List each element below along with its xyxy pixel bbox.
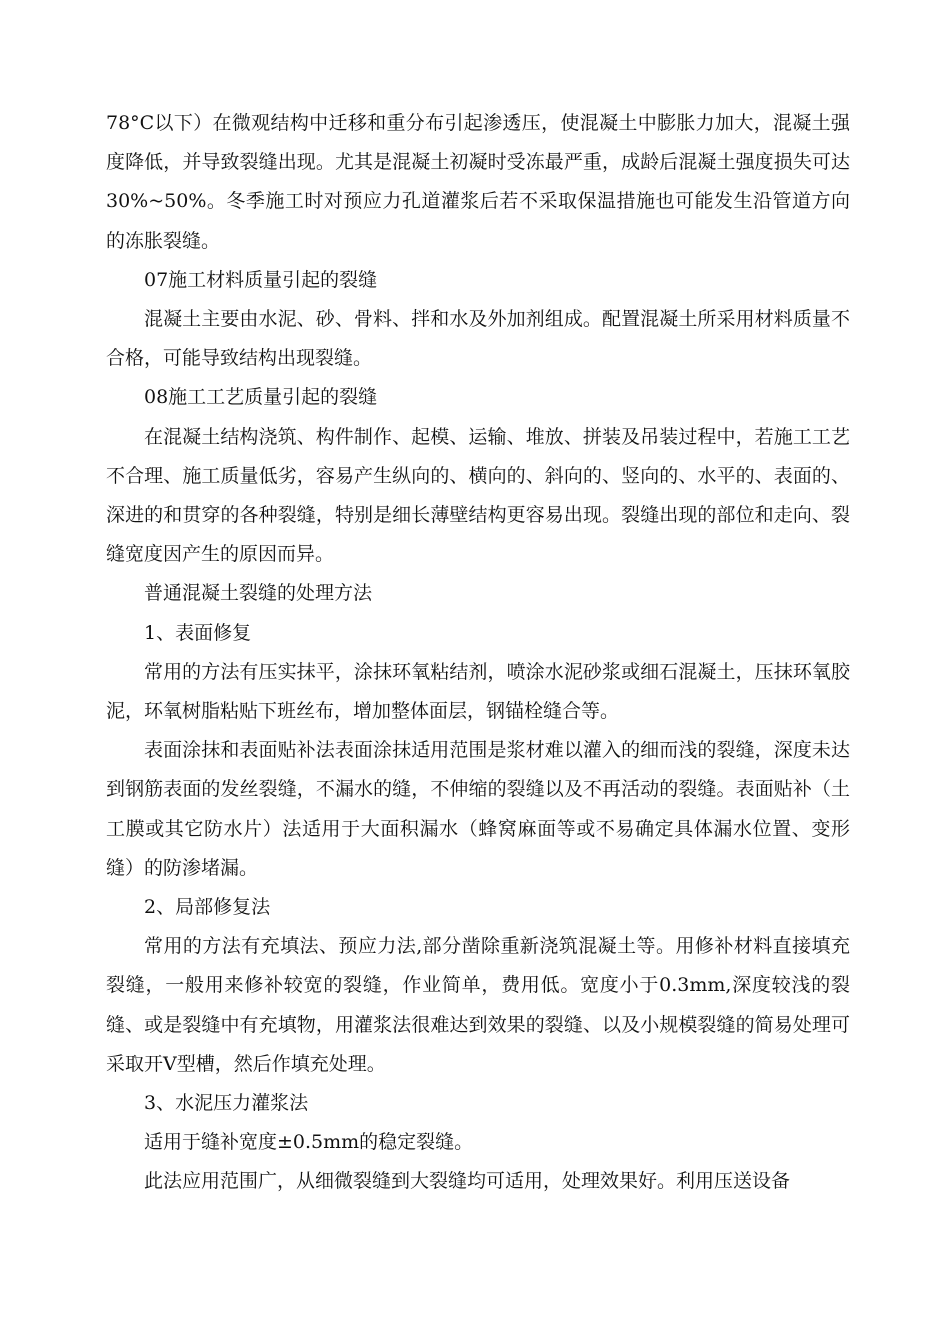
paragraph-material-quality: 混凝土主要由水泥、砂、骨料、拌和水及外加剂组成。配置混凝土所采用材料质量不合格，可能导致结构出现裂缝。 <box>106 308 850 370</box>
paragraph-surface-coating-patching: 表面涂抹和表面贴补法表面涂抹适用范围是浆材难以灌入的细而浅的裂缝，深度未达到钢筋表面的发丝裂缝，不漏水的缝，不伸缩的裂缝以及不再活动的裂缝。表面贴补（土工膜或其它防水片）法适用于大面积漏水（蜂窝麻面等或不易确定具体漏水位置、变形缝）的防渗堵漏。 <box>106 739 850 879</box>
paragraph-frost-cracking: 78°C以下）在微观结构中迁移和重分布引起渗透压，使混凝土中膨胀力加大，混凝土强度降低，并导致裂缝出现。尤其是混凝土初凝时受冻最严重，成龄后混凝土强度损失可达30%~50%。冬季施工时对预应力孔道灌浆后若不采取保温措施也可能发生沿管道方向的冻胀裂缝。 <box>106 112 850 252</box>
heading-surface-repair: 1、表面修复 <box>144 621 252 644</box>
heading-local-repair: 2、局部修复法 <box>144 896 271 919</box>
paragraph-grouting-application: 此法应用范围广，从细微裂缝到大裂缝均可适用，处理效果好。利用压送设备 <box>144 1170 791 1193</box>
paragraph-surface-repair-methods: 常用的方法有压实抹平，涂抹环氧粘结剂，喷涂水泥砂浆或细石混凝土，压抹环氧胶泥，环氧树脂粘贴下班丝布，增加整体面层，钢锚栓缝合等。 <box>106 660 850 723</box>
paragraph-grouting-scope: 适用于缝补宽度±0.5mm的稳定裂缝。 <box>144 1131 474 1154</box>
heading-material-quality: 07施工材料质量引起的裂缝 <box>144 268 378 291</box>
paragraph-process-quality: 在混凝土结构浇筑、构件制作、起模、运输、堆放、拼装及吊装过程中，若施工工艺不合理、施工质量低劣，容易产生纵向的、横向的、斜向的、竖向的、水平的、表面的、深进的和贯穿的各种裂缝，特别是细长薄壁结构更容易出现。裂缝出现的部位和走向、裂缝宽度因产生的原因而异。 <box>106 425 850 566</box>
heading-cement-grouting: 3、水泥压力灌浆法 <box>144 1092 309 1115</box>
heading-treatment-methods: 普通混凝土裂缝的处理方法 <box>144 582 373 605</box>
paragraph-local-repair: 常用的方法有充填法、预应力法,部分凿除重新浇筑混凝土等。用修补材料直接填充裂缝，一般用来修补较宽的裂缝，作业简单，费用低。宽度小于0.3mm,深度较浅的裂缝、或是裂缝中有充填物，用灌浆法很难达到效果的裂缝、以及小规模裂缝的简易处理可采取开V型槽，然后作填充处理。 <box>106 935 850 1075</box>
document-body <box>106 104 850 1202</box>
heading-process-quality: 08施工工艺质量引起的裂缝 <box>144 386 378 409</box>
